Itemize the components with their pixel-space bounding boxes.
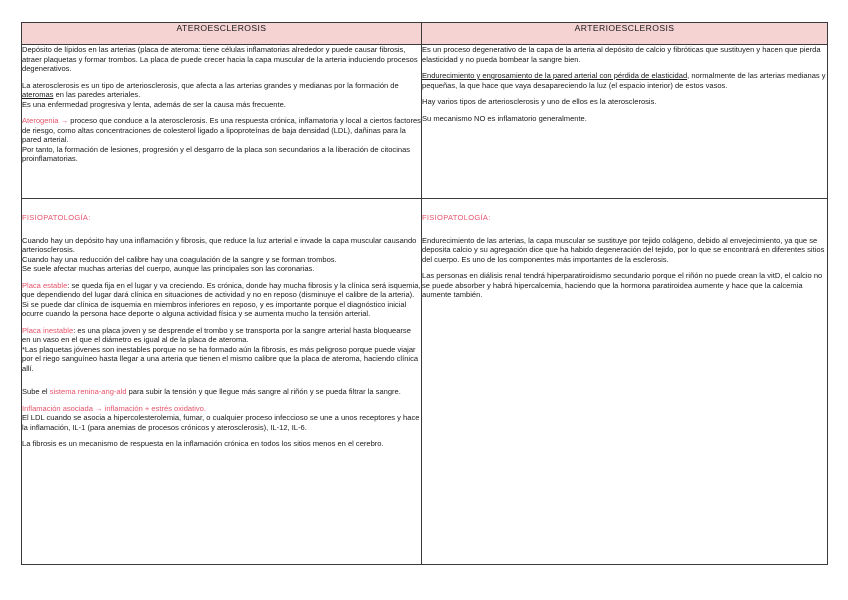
section-title: FISIOPATOLOGÍA: — [422, 213, 491, 222]
paragraph: Es un proceso degenerativo de la capa de la arteria al depósito de calcio y fibróticas que sustituyen y hacen que pierda elasticidad y no pueda bombear la sangre bien. — [422, 45, 821, 64]
highlighted-term: Inflamación asociada → inflamación + estrés oxidativo. — [22, 403, 206, 413]
arteriosclerosis-pathophysiology-cell — [422, 199, 828, 565]
paragraph — [422, 71, 827, 90]
header-arteriosclerosis: ARTERIOESCLEROSIS — [422, 23, 828, 45]
paragraph — [22, 116, 421, 164]
aterosclerosis-definition-cell — [22, 45, 422, 199]
highlighted-term: Placa estable — [22, 280, 68, 290]
text: para subir la tensión y que llegue más sangre al riñón y se pueda filtrar la sangre. — [126, 387, 401, 396]
text: Sube el — [22, 387, 50, 396]
paragraph: Endurecimiento de las arterias, la capa muscular se sustituye por tejido colágeno, debido al envejecimiento, ya que se deposita calcio y su agregación dice que ha habido degeneración del tejido, por lo que se encontrará en diferentes sitios del cuerpo. Es uno de los componentes más importantes de la esclerosis. — [422, 235, 825, 264]
text: : se queda fija en el lugar y va creciendo. Es crónica, donde hay mucha fibrosis y la clínica será isquemia, que dependiendo del lugar dará clínica en situaciones de actividad y no en reposo (disminuye el calibre de la arteria). — [22, 280, 421, 299]
text: , normalmente de las arterias medianas y pequeñas, la que hace que vaya desapareciendo la luz (el espacio interior) de estos vasos. — [422, 71, 826, 90]
section-title: FISIOPATOLOGÍA: — [22, 213, 91, 222]
text: Se suele afectar muchas arterias del cuerpo, aunque las principales son las coronarias. — [22, 264, 315, 273]
comparison-table — [21, 22, 828, 565]
text: Si se puede dar clínica de isquemia en miembros inferiores en reposo, y es importante porque el diagnóstico inicial ocurre cuando la persona hace deporte o alguna actividad física y se aumenta mucho la tensión arterial. — [22, 299, 407, 318]
text: *Las plaquetas jóvenes son inestables porque no se ha formado aún la fibrosis, es más peligroso porque puede viajar por el riego sanguíneo hasta llegar a una arteria que tienen el mismo calibre que la placa de ateroma, haciendo clínica allí. — [22, 344, 419, 373]
highlighted-term: Placa inestable — [22, 325, 74, 335]
highlighted-term: Aterogenia → — [22, 116, 69, 125]
paragraph: Las personas en diálisis renal tendrá hiperparatiroidismo secundario porque el riñón no puede crean la vitD, el calcio no se puede absorber y habrá hipercalcemia, haciendo que la hormona paratiroidea aumente y hace que la calcemia aumente también. — [422, 271, 823, 299]
aterosclerosis-pathophysiology-cell — [22, 199, 422, 565]
text: Cuando hay un depósito hay una inflamación y fibrosis, que reduce la luz arterial e invade la capa muscular causando arteriosclerosis. — [22, 235, 417, 254]
paragraph — [22, 404, 421, 433]
paragraph: Depósito de lípidos en las arterias (placa de ateroma: tiene células inflamatorias alrededor y puede causar fibrosis, atraer plaquetas y formar trombos. La placa de puede crecer hacia la capa muscular de la arteria induciendo procesos degenerativos. — [22, 45, 418, 73]
highlighted-term: sistema renina-ang-ald — [49, 387, 127, 396]
paragraph: Su mecanismo NO es inflamatorio generalmente. — [422, 113, 587, 123]
paragraph — [22, 387, 421, 397]
underlined-term: ateromas — [22, 90, 54, 99]
paragraph — [22, 81, 421, 110]
text: : es una placa joven y se desprende el trombo y se transporta por la sangre arterial hasta bloquearse en un vaso en el que el diámetro es igual al de la placa de ateroma. — [22, 325, 411, 344]
paragraph: La fibrosis es un mecanismo de respuesta en la inflamación crónica en todos los sitios menos en el cerebro. — [22, 439, 384, 448]
definition-row — [22, 45, 828, 199]
paragraph — [22, 236, 421, 274]
pathophysiology-row — [22, 199, 828, 565]
text: Cuando hay una reducción del calibre hay una coagulación de la sangre y se forman trombos. — [22, 254, 337, 264]
text: proceso que conduce a la aterosclerosis. Es una respuesta crónica, inflamatoria y local a ciertos factores de riesgo, como altas concentraciones de colesterol ligado a lipoproteínas de baja densidad (LDL), dañinas para la pared arterial. — [22, 116, 421, 144]
underlined-term: Endurecimiento y engrosamiento de la pared arterial con pérdida de elasticidad — [422, 71, 688, 80]
text: Por tanto, la formación de lesiones, progresión y el desgarro de la placa son secundarios a la liberación de citocinas proinflamatorias. — [22, 144, 411, 163]
paragraph: Hay varios tipos de arteriosclerosis y uno de ellos es la aterosclerosis. — [422, 97, 657, 106]
header-row — [22, 23, 828, 45]
text: Es una enfermedad progresiva y lenta, además de ser la causa más frecuente. — [22, 99, 286, 109]
text: El LDL cuando se asocia a hipercolesterolemia, fumar, o cualquier proceso infeccioso se une a unos receptores y hace la inflamación, IL-1 (para anemias de procesos crónicos y aterosclerosis), IL-12, IL-6. — [22, 413, 420, 432]
paragraph — [22, 281, 421, 319]
arteriosclerosis-definition-cell — [422, 45, 828, 199]
text: La aterosclerosis es un tipo de arteriosclerosis, que afecta a las arterias grandes y medianas por la formación de — [22, 80, 399, 90]
text: en las paredes arteriales. — [53, 90, 141, 99]
header-aterosclerosis: ATEROESCLEROSIS — [22, 23, 422, 45]
paragraph — [22, 326, 421, 374]
